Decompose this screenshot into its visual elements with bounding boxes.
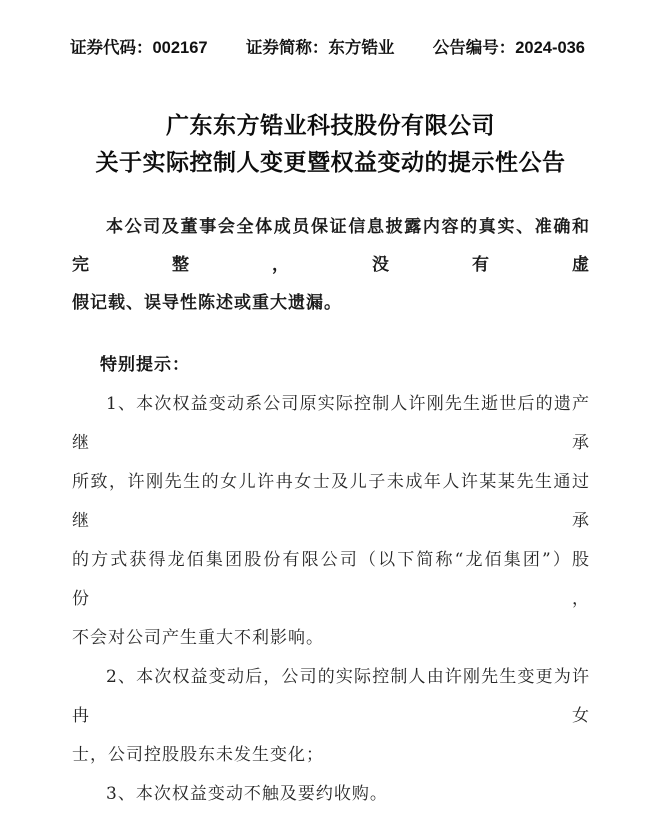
board-disclaimer [72, 208, 590, 322]
stock-code-value: 002167 [152, 39, 208, 57]
notice-item-line: 2、本次权益变动后，公司的实际控制人由许刚先生变更为许冉女 [72, 667, 590, 726]
special-notice-section [72, 346, 590, 814]
announcement-number-value: 2024-036 [515, 39, 585, 57]
announcement-title: 关于实际控制人变更暨权益变动的提示性公告 [95, 149, 566, 175]
securities-info-row [70, 37, 585, 59]
company-name-title: 广东东方锆业科技股份有限公司 [166, 112, 495, 138]
stock-code [70, 37, 208, 59]
announcement-number [433, 37, 585, 59]
notice-item-line: 的方式获得龙佰集团股份有限公司（以下简称“龙佰集团”）股份， [72, 550, 590, 609]
notice-item-2 [72, 658, 590, 775]
stock-short-name-value: 东方锆业 [328, 39, 395, 57]
notice-item-line: 1、本次权益变动系公司原实际控制人许刚先生逝世后的遗产继承 [72, 394, 590, 453]
notice-item-1 [72, 385, 590, 658]
stock-short-name [246, 37, 395, 59]
special-notice-heading: 特别提示： [100, 355, 190, 375]
notice-item-line: 3、本次权益变动不触及要约收购。 [106, 784, 388, 804]
notice-item-line: 所致，许刚先生的女儿许冉女士及儿子未成年人许某某先生通过继承 [72, 472, 590, 531]
stock-short-name-label: 证券简称： [245, 39, 329, 57]
notice-item-line: 士，公司控股股东未发生变化； [72, 745, 324, 765]
announcement-number-label: 公告编号： [432, 39, 516, 57]
notice-item-line: 不会对公司产生重大不利影响。 [72, 628, 324, 648]
disclaimer-line: 本公司及董事会全体成员保证信息披露内容的真实、准确和完整，没有虚 [72, 217, 590, 275]
stock-code-label: 证券代码： [70, 39, 153, 57]
notice-item-3 [72, 775, 590, 814]
announcement-page [0, 37, 661, 804]
disclaimer-line: 假记载、误导性陈述或重大遗漏。 [72, 293, 342, 313]
